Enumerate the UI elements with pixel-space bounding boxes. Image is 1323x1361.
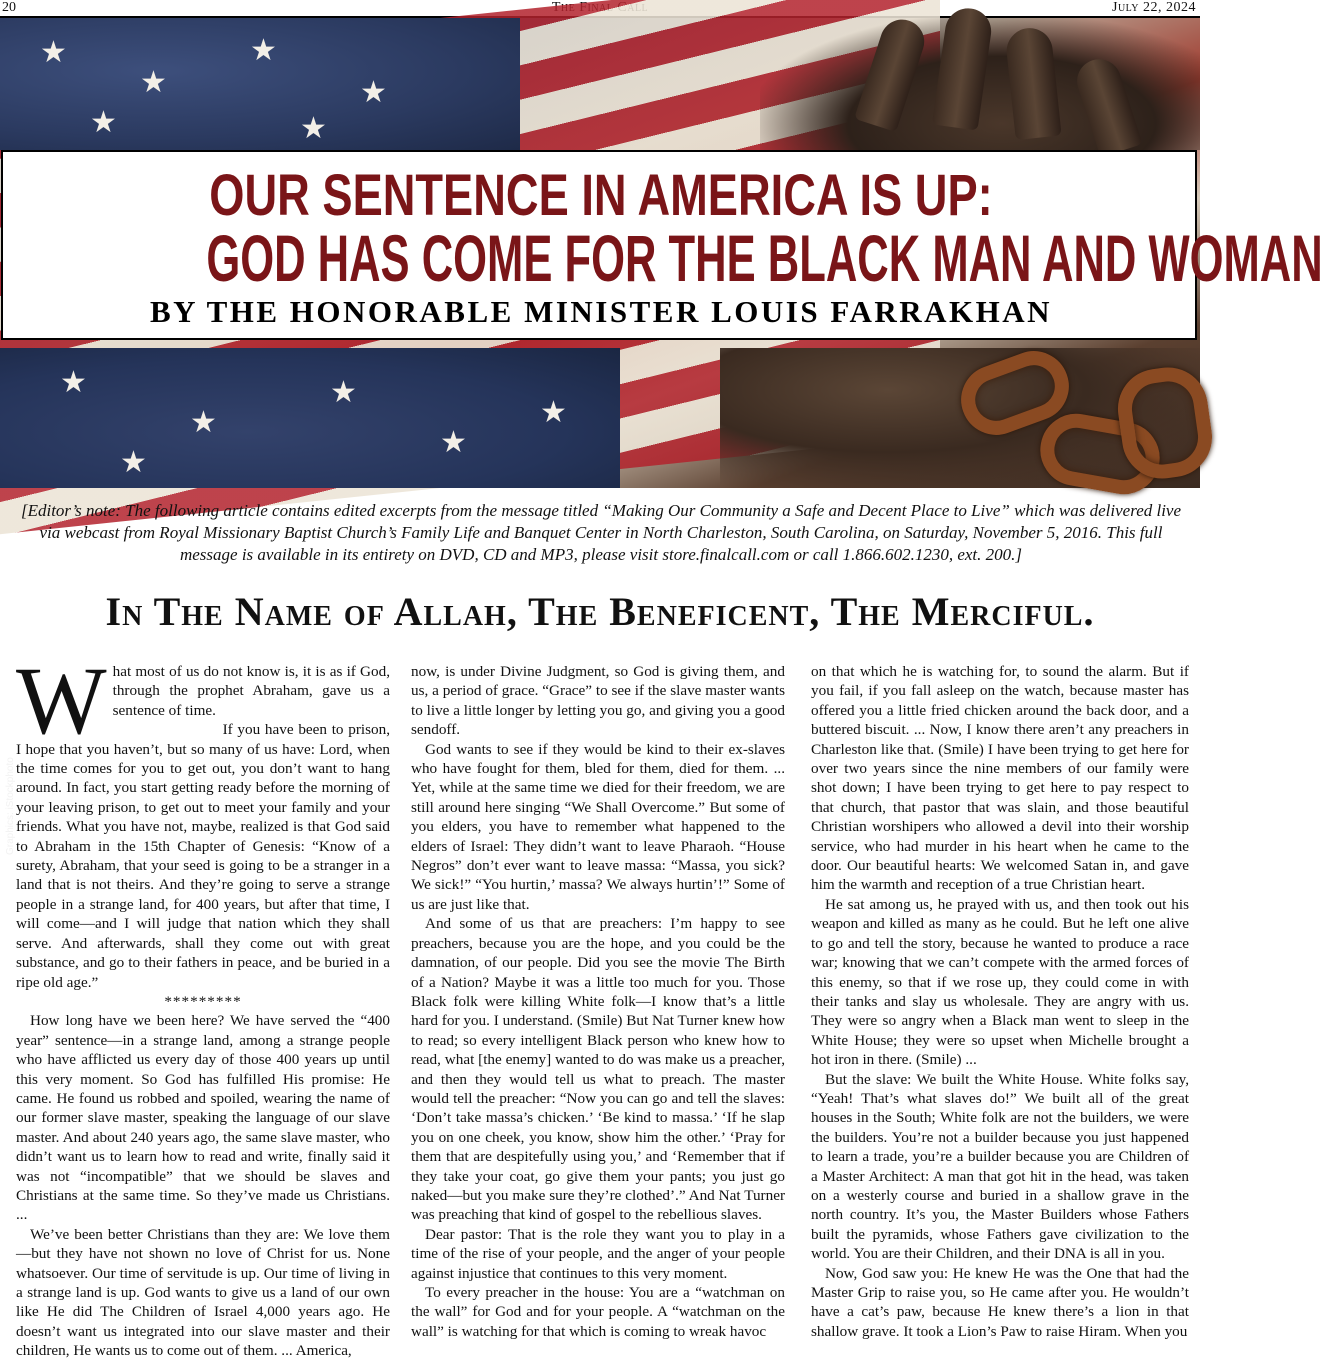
article-paragraph: Now, God saw you: He knew He was the One that had the Master Grip to raise you, so He came after you. He wouldn’t have a cat’s paw, because He knew there’s a lion in that shallow grave. It took a Lion’s Paw to raise Hiram. When you (811, 1264, 1189, 1340)
article-column-1 (16, 647, 390, 1360)
star-icon: ★ (190, 405, 217, 440)
headline-box (1, 150, 1323, 340)
photo-credit-wrap (3, 485, 16, 855)
star-icon: ★ (300, 111, 327, 146)
star-icon: ★ (440, 425, 467, 460)
article-paragraph: And some of us that are preachers: I’m happy to see preachers, because you are the hope, and you could be the damnation, of our people. Did you see the movie The Birth of a Nation? Maybe it was a little too much for you. Those Black folk were killing White folk—I know that’s a little hard for you. I understand. (Smile) But Nat Turner knew how to read; so every intelligent Black person who knew how to read, what [the enemy] wanted to do was make us a preacher, and then they would tell us what to preach. The master would tell the preacher: “Now you can go and tell the slaves: ‘Don’t take massa’s chicken.’ ‘Be kind to massa.’ ‘If he slap you on one cheek, you know, show him the other.’ ‘Pray for them that are despitefully using you,’ and ‘Remember that if they take your coat, go give them your pants; you just go naked—but you make sure they’re clothed’.” And Nat Turner was preaching that kind of gospel to the rebellious slaves. (411, 915, 785, 1224)
photo-credit: Graphics: iStockphoto (5, 757, 16, 855)
article-paragraph: Dear pastor: That is the role they want you to play in a time of the rise of your people, and the anger of your people against injustice that continues to this very moment. (411, 1225, 785, 1282)
article-paragraph: How long have we been here? We have served the “400 year” sentence—in a strange land, among a strange people who have afflicted us every day of those 400 years up until this very moment. So God has fulfilled His promise: He came. He found us robbed and spoiled, wearing the name of our former slave master, speaking the language of our slave master. And about 240 years ago, the same slave master, who didn’t want us to learn how to read and write, finally said it was not “incompatible” that we should be slaves and Christians at the same time. So they’ve made us Christians. ... (16, 1012, 390, 1224)
article-paragraph: What most of us do not know is, it is as if God, through the prophet Abraham, gave us a sentence of time. (16, 647, 390, 754)
star-icon: ★ (60, 365, 87, 400)
article-paragraph: now, is under Divine Judgment, so God is giving them, and us, a period of grace. “Grace” to see if the slave master wants to live a little longer by letting you go, and giving you a good sendoff. (411, 663, 785, 739)
article-paragraph: He sat among us, he prayed with us, and then took out his weapon and killed as many as he could. But he left one alive to go and tell the story, because he wanted to produce a race war; knowing that we can’t compete with the armed forces of this enemy, so that if we rose up, they could come in with their tanks and slay us wholesale. They are angry with us. They were so angry when a Black man went to sleep in the White House; they were so upset when Michelle brought a hot iron in there. (Smile) ... (811, 895, 1189, 1069)
star-icon: ★ (40, 35, 67, 70)
flag-canton-bottom (0, 348, 620, 488)
article-column-2 (411, 662, 785, 1340)
bismillah-heading: In The Name of Allah, The Beneficent, The Merciful. (105, 589, 1095, 634)
issue-date: July 22, 2024 (1112, 0, 1196, 15)
headline-line-1: OUR SENTENCE IN AMERICA IS UP: (209, 163, 993, 228)
star-icon: ★ (140, 65, 167, 100)
drop-cap: W (16, 647, 107, 754)
article-paragraph: We’ve been better Christians than they are: We love them—but they have not shown no love of Christ for us. None whatsoever. Our time of servitude is up. Our time of living in a strange land is up. God wants to give us a land of our own like He did The Children of Israel 4,000 years ago. He doesn’t want us integrated into our slave master and their children, He wants us to come out of them. ... America, (16, 1225, 390, 1360)
section-separator: ********* (164, 992, 242, 1010)
star-icon: ★ (250, 33, 277, 68)
article-paragraph: If you have been to prison, I hope that you haven’t, but so many of us have: Lord, when the time comes for you to get out, you don’t want to hang around. In fact, you start getting ready before the morning of your leaving prison, to get out to meet your family and your friends. What you have not, maybe, realized is that God said to Abraham in the 15th Chapter of Genesis: “Know of a surety, Abraham, that your seed is going to be a stranger in a land that is not theirs. And they’re going to serve a strange people in a strange land, for 400 years, but after that time, I will come—and I will judge that nation which they shall serve. And afterwards, shall they come out with great substance, and go to their fathers in peace, and be buried in a ripe old age.” (16, 721, 390, 991)
star-icon: ★ (360, 75, 387, 110)
article-paragraph: To every preacher in the house: You are a “watchman on the wall” for God and for your people. A “watchman on the wall” is watching for that which is coming to wreak havoc (411, 1284, 785, 1340)
article-paragraph: But the slave: We built the White House. White folks say, “Yeah! That’s what slaves do!” We built all of the great houses in the South; White folk are not the builders, we were the builders. You’re not a builder because you just happened to learn a trade, you’re a builder because you are Children of a Master Architect: A man that got hit in the head, was taken on a westerly course and buried in a shallow grave in the north country. It’s you, the Master Builders whose Fathers built the pyramids, whose Fathers gave civilization to the world. You are their Children, and their DNA is all in you. (811, 1070, 1189, 1263)
star-icon: ★ (90, 105, 117, 140)
article-paragraph: on that which he is watching for, to sound the alarm. But if you fail, if you fall asleep on the watch, because master has offered you a little fried chicken around the back door, and a buttered biscuit. ... Now, I know there aren’t any preachers in Charleston like that. (Smile) I have been trying to get here for over two years since the nine members of our family were shot down; I have been trying to get here to pay respect to that church, that pastor that was slain, and those beautiful Christian worshipers who allowed a devil into their worship service, who had murder in his heart when he came to the door. Our beautiful hearts: We welcomed Satan in, and gave him the warmth and reception of a true Christian heart. (811, 663, 1189, 894)
article-paragraph: God wants to see if they would be kind to their ex-slaves who have fought for them, bled for them, died for them. ... Yet, while at the same time we died for their freedom, we are still around here singing “We Shall Overcome.” But some of you elders, you have to remember what happened to the elders of Israel: They didn’t want to leave Pharaoh. “House Negros” don’t ever want to leave massa: “Massa, you sick? We sick!” “You hurtin,’ massa? We always hurtin’!” Some of us are just like that. (411, 740, 785, 913)
star-icon: ★ (120, 445, 147, 480)
editors-note: [Editor’s note: The following article contains edited excerpts from the message titled “Making Our Community a Safe and Decent Place to Live” which was delivered live via webcast from Royal Missionary Baptist Church’s Family Life and Banquet Center in North Charleston, South Carolina, on Saturday, November 5, 2016. This full message is available in its entirety on DVD, CD and MP3, please visit store.finalcall.com or call 1.866.602.1230, ext. 200.] (20, 501, 1182, 564)
star-icon: ★ (540, 395, 567, 430)
headline-line-2: GOD HAS COME FOR THE BLACK MAN AND WOMAN (206, 221, 1323, 295)
article-column-3 (811, 662, 1189, 1340)
page-number: 20 (2, 0, 16, 15)
article-body (16, 647, 1192, 1360)
star-icon: ★ (330, 375, 357, 410)
byline: BY THE HONORABLE MINISTER LOUIS FARRAKHAN (149, 294, 1053, 329)
